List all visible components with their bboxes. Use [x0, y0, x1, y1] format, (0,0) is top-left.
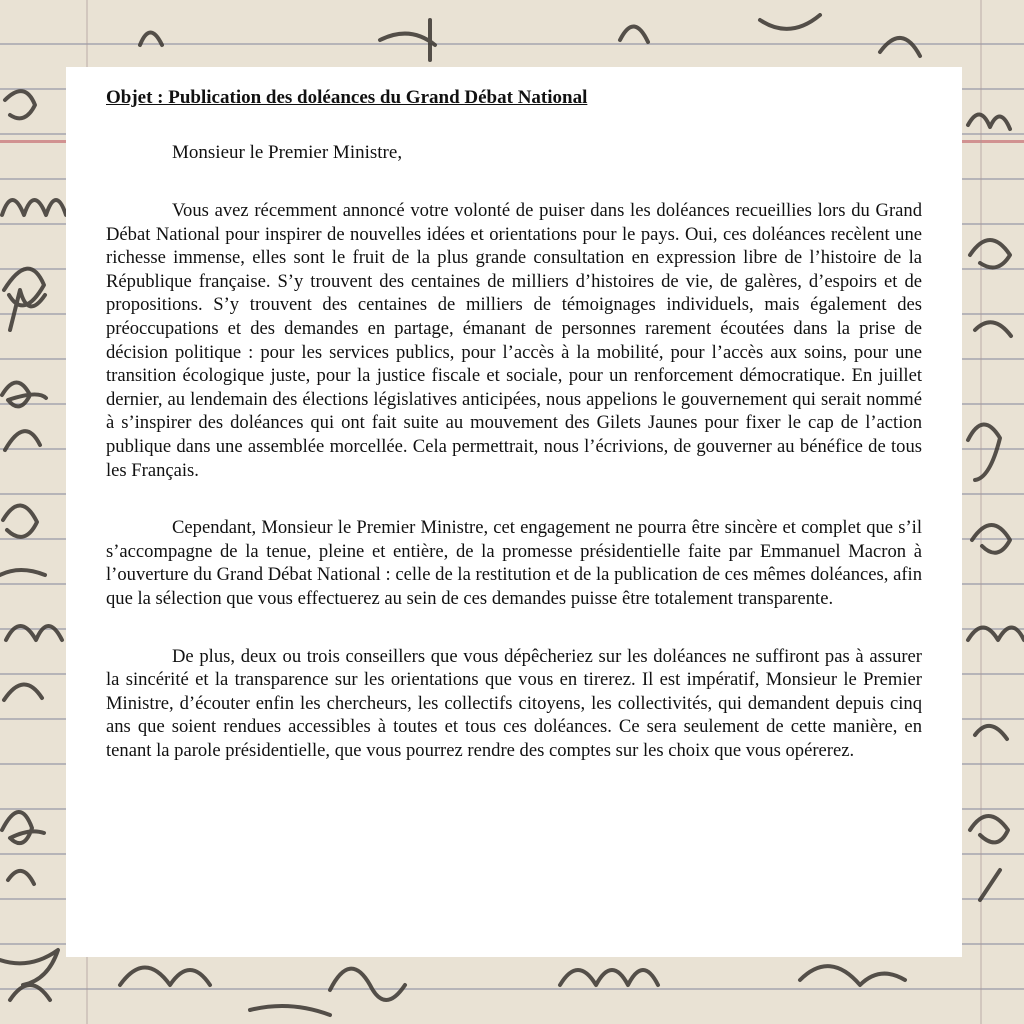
letter-sheet — [66, 67, 962, 957]
letter-salutation: Monsieur le Premier Ministre, — [172, 142, 403, 163]
letter-paragraph: De plus, deux ou trois conseillers que vous dépêcheriez sur les doléances ne suffiront pas à assurer la sincérité et la transparence sur les orientations que vous en tirerez. Il est impératif, Monsieur le Premier Ministre, d’écouter enfin les chercheurs, les collectifs citoyens, les collectivités, qui demandent depuis cinq ans que soient rendues accessibles à toutes et tous ces doléances. Ce sera seulement de cette manière, en tenant la parole présidentielle, que vous pourrez rendre des comptes sur les choix que vous opérerez. — [106, 645, 922, 761]
letter-paragraph: Cependant, Monsieur le Premier Ministre, cet engagement ne pourra être sincère et complet que s’il s’accompagne de la tenue, pleine et entière, de la promesse présidentielle faite par Emmanuel Macron à l’ouverture du Grand Débat National : celle de la restitution et de la publication de ces mêmes doléances, afin que la sélection que vous effectuerez au sein de ces demandes puisse être totalement transparente. — [106, 517, 922, 609]
letter-subject: Objet : Publication des doléances du Grand Débat National — [106, 87, 588, 108]
letter-paragraph: Vous avez récemment annoncé votre volonté de puiser dans les doléances recueillies lors du Grand Débat National pour inspirer de nouvelles idées et orientations pour le pays. Oui, ces doléances recèlent une richesse immense, elles sont le fruit de la plus grande consultation en expression libre de l’histoire de la République française. S’y trouvent des centaines de milliers d’histoires de vie, de galères, d’espoirs et de propositions. S’y trouvent des centaines de milliers de témoignages individuels, mais également des préoccupations et des demandes en partage, émanant de personnes rarement écoutées dans la prise de décision politique : pour les services publics, pour l’accès à la mobilité, pour l’accès aux soins, pour une transition écologique juste, pour la justice fiscale et sociale, pour un renforcement démocratique. En juillet dernier, au lendemain des élections législatives anticipées, nous appelions le gouvernement qui serait nommé à s’inspirer des doléances qui ont fait suite au mouvement des Gilets Jaunes pour fixer le cap de l’action publique dans une assemblée morcellée. Cela permettrait, nous l’écrivions, de gouverner au bénéfice de tous les Français. — [106, 200, 922, 481]
